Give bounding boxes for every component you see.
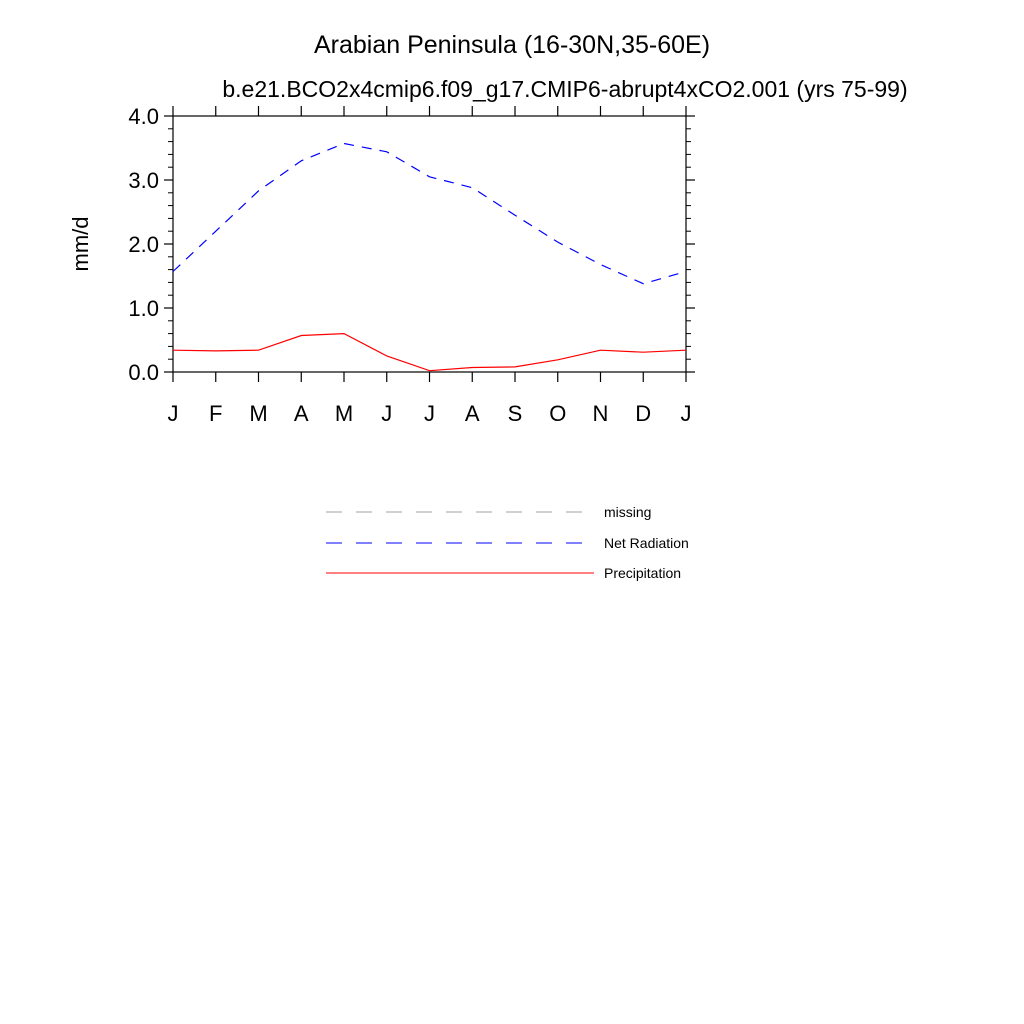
x-tick-label: J <box>424 401 435 426</box>
x-tick-label: A <box>464 401 480 426</box>
y-tick-label: 3.0 <box>128 168 159 193</box>
plot-area <box>128 104 695 426</box>
x-tick-label: J <box>167 401 179 426</box>
legend-label: Net Radiation <box>604 535 689 551</box>
x-tick-label: J <box>381 401 393 426</box>
y-tick-label: 2.0 <box>128 232 159 257</box>
plot-frame <box>173 116 686 372</box>
x-tick-label: D <box>635 401 652 426</box>
y-axis-label: mm/d <box>68 216 93 272</box>
x-tick-label: M <box>334 401 354 426</box>
y-tick-label: 0.0 <box>128 360 159 385</box>
series-line-precipitation <box>173 334 686 371</box>
x-tick-label: S <box>507 401 523 426</box>
x-tick-label: O <box>549 401 567 426</box>
x-tick-label: N <box>592 401 609 426</box>
y-tick-label: 4.0 <box>128 104 159 129</box>
x-tick-label: J <box>680 401 692 426</box>
series-line-net-radiation <box>173 144 686 284</box>
legend <box>326 504 689 581</box>
chart-title: Arabian Peninsula (16-30N,35-60E) <box>313 31 711 59</box>
legend-label: Precipitation <box>604 565 682 581</box>
x-tick-label: A <box>293 401 309 426</box>
x-tick-label: F <box>209 401 223 426</box>
y-tick-label: 1.0 <box>128 296 159 321</box>
chart-subtitle: b.e21.BCO2x4cmip6.f09_g17.CMIP6-abrupt4xCO2.001 (yrs 75-99) <box>222 76 908 102</box>
x-tick-label: M <box>249 401 268 426</box>
legend-label: missing <box>604 504 652 520</box>
